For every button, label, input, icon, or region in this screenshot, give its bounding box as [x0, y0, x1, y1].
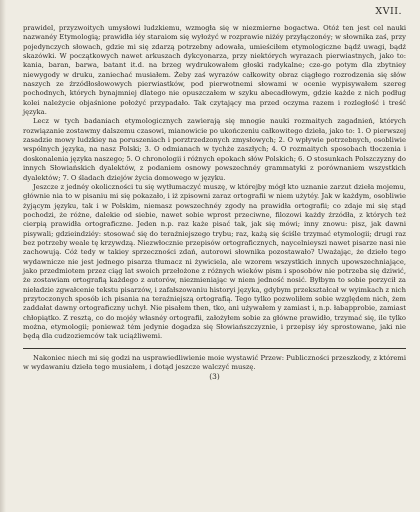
footnote-divider — [23, 348, 406, 349]
paragraph-1: prawidel, przyzwoitych umysłowi ludzkiemu, wzmogła się w niezmierne bogactwa. Otóż ten jest cel nauki nazwanéy Etymologią; prawidła iéy staraiom się wyłożyć w rozprawie niżéy przyłączonéy; w słownika zaś, przy pojedynczych słowach, gdzie mi się zdarzą potrzebny adowała, umieściłem etymologiczne bądź uwagi, bądź skazówki. W początkowych nawet arkuszach dykcyonarza, przy niektórych wyrazach pierwiastnych, jako to: kania, baran, barwa, batant it.d. na brzeg wydrukowałem głoski radykalne; cze-go potym dla zbytniey niewygody w druku, zaniechać musiałem. Żeby zaś wyrazów całkowity obraz ciągłego rozrodzenia się słów naszych ze źrzódłosłowowych pierwiastków, pod pierwotnemi słowami w ocenie wypisywałem szereg pochodnych, których bynajmniej dlatego nie opuszczałem w szyku abecadłowym, gdzie każde z nich podług kolei należycie objaśnione położyć przypadało. Tak czytający ma przed oczyma razem i rozległość i treść języka. — [23, 24, 406, 117]
page-header-marker: XVII. — [375, 6, 402, 17]
footnote-text: Nakoniec niech mi się godzi na usprawiedliwienie moie wystawić Przew: Publiczności przeszkody, z któremi w wydawaniu dzieła tego musiałem, i dotąd jeszcze walczyć muszę. — [23, 353, 406, 371]
main-text-block — [23, 24, 406, 342]
paragraph-3: Jeszcze z jednéy okoliczności tu się wytłumaczyć muszę, w którejby mógł kto uznanie zarzut dzieła mojemu, głównie nia to w pisaniu mi się pokazało, i iż zpisowni zaraz ortografii w niem użytéy. Jak w każdym, osobliwie żyjącym języku, tak i w Polskim, niemasz powszechnéy zgody na prawidła ortografii; co zdaje mi się stąd pochodzi, że różne, dalekie od siebie, nawet sobie wprost przeciwne, filozowi każdy źrzódła, z których też cierpią prawidła ortograficzne. Jeden n.p. raz każe pisać tak, jak się mówi; inny znowu: pisz, jak dawni pisywali; gdzieindziéy: stosować się do teraźniejszego trybu; raz, każą się ściśle trzymać etymologii; drugi raz bez potrzeby weale tę krzywdzą. Niezwłocznie przepisów ortograficznych, naycelnieyszi nawet pisarze nasi nie zachowują. Cóż tedy w takiey sprzeczności zdań, autorowi słownika pozostawało? Uważając, że dzieło tego wydawnicze nie jest jednego pisarza tłumacz ni żywiciela, ale wzorem wszystkich innych upowszechniające, jako przedmiotem przez ciąg lat swoich przełożone z różnych wieków pism i sposobów nie potrzeba się dziwić, że zostawiam ortografią każdego z autorów, niezmieniając w niem jedność nosić. Byłbym to sobie porzycił za nieładzie zgwałcenie tekstu pisarzów, i zafałszowaniu historyi języka, gdybym przekształcał w wyimkach z nich przytoczonych sposób ich pisania na teraźniejszą ortografią. Tego tylko pozwoliłem sobie względem nich, żem zaddałat dawny ortograficzny uchył. Nie pisałem then, tko, ani używałem y zamiast i, n.p. łabapprobie, zamiast chłopiątko. Z resztą, co do mojéy własnéy ortografii, założyłem sobie za główne prawidło, trzymać się, ile tylko można, etymologii; ponieważ tém jedynie dogadza się Słowiańszczyznie, i przepisy iéy sprostowane, jaki nie będą dla cudzoziemców tak uciążliwemi. — [23, 182, 406, 341]
paragraph-2: Lecz w tych badaniach etymologicznych zawierają się mnogie nauki rozmaitych zagadnień, których rozwiązanie zostawmy dalszemu czasowi, mianowicie po ukończeniu całkowitego dzieła, jako to: 1. O pierwszej zasadzie mowy ludzkiey na poruszeniach i porztrzedzonych zmysłowych; 2. O wpływie potrzebnych, osobliwie wspólnych języka, na nasz Polski; 3. O odmianach w tychże zaszłych; 4. O rozmaitych sposobach tłoczenia i doskonalenia języka naszego; 5. O chronologii i różnych epokach słów Polskich; 6. O stosunkach Polszczyzny do innych Słowiańskich dyalektów, z podaniem osnowy powszechnéy grammatyki z porównaniem wszystkich dyalektów; 7. O śladach dziejów życia domowego w języku. — [23, 117, 406, 182]
page-number: (3) — [209, 372, 220, 382]
